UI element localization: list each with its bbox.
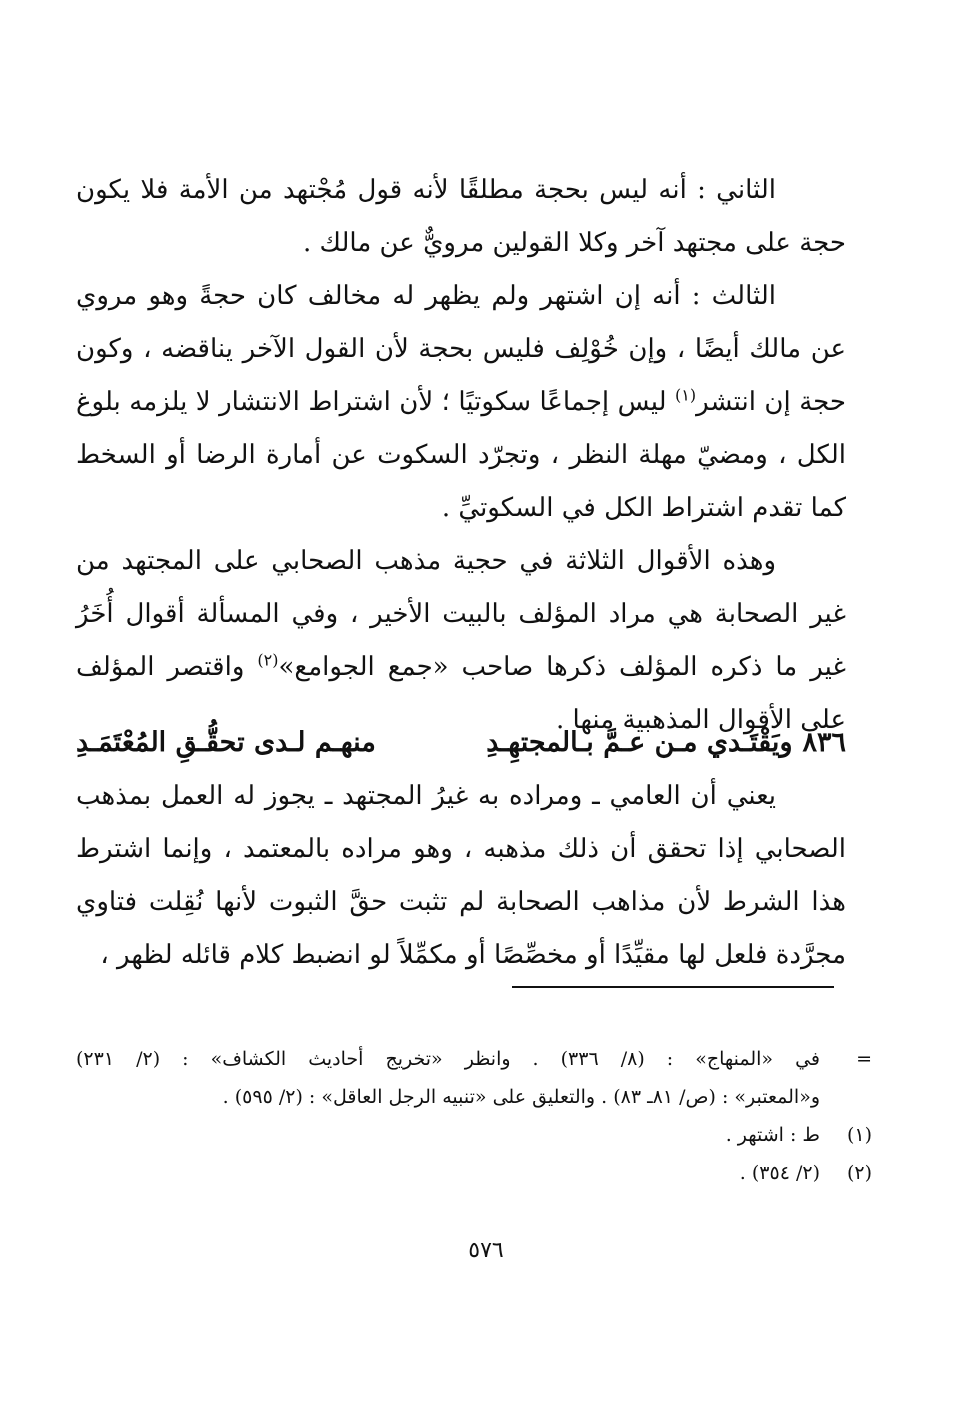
- text-line: هذا الشرط لأن مذاهب الصحابة لم تثبت حقَّ الثبوت لأنها نُقِلت فتاوي: [76, 887, 846, 917]
- text-line: غير ما ذكره المؤلف ذكرها صاحب «جمع الجوامع»: [278, 652, 847, 682]
- main-text-block-1: [76, 164, 846, 747]
- text-line: واقتصر المؤلف: [76, 652, 258, 682]
- text-line: الثاني : أنه ليس بحجة مطلقًا لأنه قول مُجْتهد من الأمة فلا يكون: [76, 175, 776, 205]
- verse-line: [76, 718, 846, 768]
- text-line: على الأقوال المذهبية منها .: [556, 705, 846, 735]
- paragraph-three-opinions: [76, 535, 846, 747]
- text-line: غير الصحابة هي مراد المؤلف بالبيت الأخير ، وفي المسألة أقوال أُخَرُ: [76, 599, 846, 629]
- text-line: حجة إن انتشر: [696, 387, 846, 417]
- text-line: مالك أيضًا ، وإن خُوْلِف فليس بحجة لأن القول الآخر يناقضه ، وكون: [76, 334, 802, 364]
- footnotes-section: [76, 1040, 872, 1192]
- footnote-number: (١): [846, 1124, 872, 1146]
- footnote-ref-2[interactable]: (٢): [257, 650, 279, 670]
- verse-hemistich-second: منهـم لـدى تحقُّـقِ المُعْتَمَـدِ: [75, 727, 376, 758]
- paragraph-commentary: [76, 770, 846, 982]
- text-line: الصحابي إذا تحقق أن ذلك مذهبه ، وهو مراده بالمعتمد ، وإنما اشترط: [76, 834, 846, 864]
- verse-hemistich-first: ويَقْتَـدي مـن عـمَّ بـالمجتهِـدِ: [486, 727, 793, 758]
- footnote-continuation-line2: [76, 1078, 872, 1116]
- footnote-continuation: [76, 1040, 872, 1078]
- text-line: بلوغ الكل ، ومضيّ مهلة النظر ، وتجرّد السكوت عن أمارة الرضا أو: [76, 387, 846, 470]
- footnote-number: (٢): [846, 1162, 872, 1184]
- text-line: حجة على مجتهد آخر وكلا القولين مرويٌّ عن مالك .: [303, 228, 846, 258]
- footnote-mark-empty: [820, 1078, 872, 1116]
- page-number: ٥٧٦: [468, 1238, 504, 1263]
- footnote-text: ط : اشتهر .: [725, 1124, 820, 1146]
- paragraph-second-opinion: [76, 164, 846, 270]
- text-line: يعني أن العامي ـ ومراده به غيرُ المجتهد ـ يجوز له العمل بمذهب: [76, 781, 776, 811]
- main-text-block-2: [76, 770, 846, 982]
- text-line: الثالث : أنه إن اشتهر ولم يظهر له مخالف كان حجةً وهو مروي عن: [76, 281, 846, 364]
- verse-number: ٨٣٦: [802, 727, 846, 758]
- footnote-1: [76, 1116, 872, 1154]
- text-line: وهذه الأقوال الثلاثة في حجية مذهب الصحابي على المجتهد من: [76, 546, 776, 576]
- footnote-2: [76, 1154, 872, 1192]
- paragraph-third-opinion: [76, 270, 846, 535]
- footnote-separator: [512, 986, 834, 988]
- footnote-ref-1[interactable]: (١): [675, 385, 697, 405]
- footnote-text: و«المعتبر» : (ص/ ٨١ـ ٨٣) . والتعليق على «تنبيه الرجل العاقل» : (٢/ ٥٩٥) .: [222, 1086, 820, 1108]
- text-line: السخط كما تقدم اشتراط الكل في السكوتيِّ .: [76, 440, 846, 523]
- text-line: مجرَّدة فلعل لها مقيِّدًا أو مخصِّصًا أو مكمِّلاً لو انضبط كلام قائله لظهر ،: [100, 940, 846, 970]
- continuation-mark: =: [856, 1048, 872, 1070]
- footnote-text: في «المنهاج» : (٨/ ٣٣٦) . وانظر «تخريج أحاديث الكشاف» : (٢/ ٢٣١): [76, 1048, 820, 1070]
- text-line: ليس إجماعًا سكوتيًا ؛ لأن اشتراط الانتشار لا يلزمه: [129, 387, 675, 417]
- footnote-text: (٢/ ٣٥٤) .: [739, 1162, 820, 1184]
